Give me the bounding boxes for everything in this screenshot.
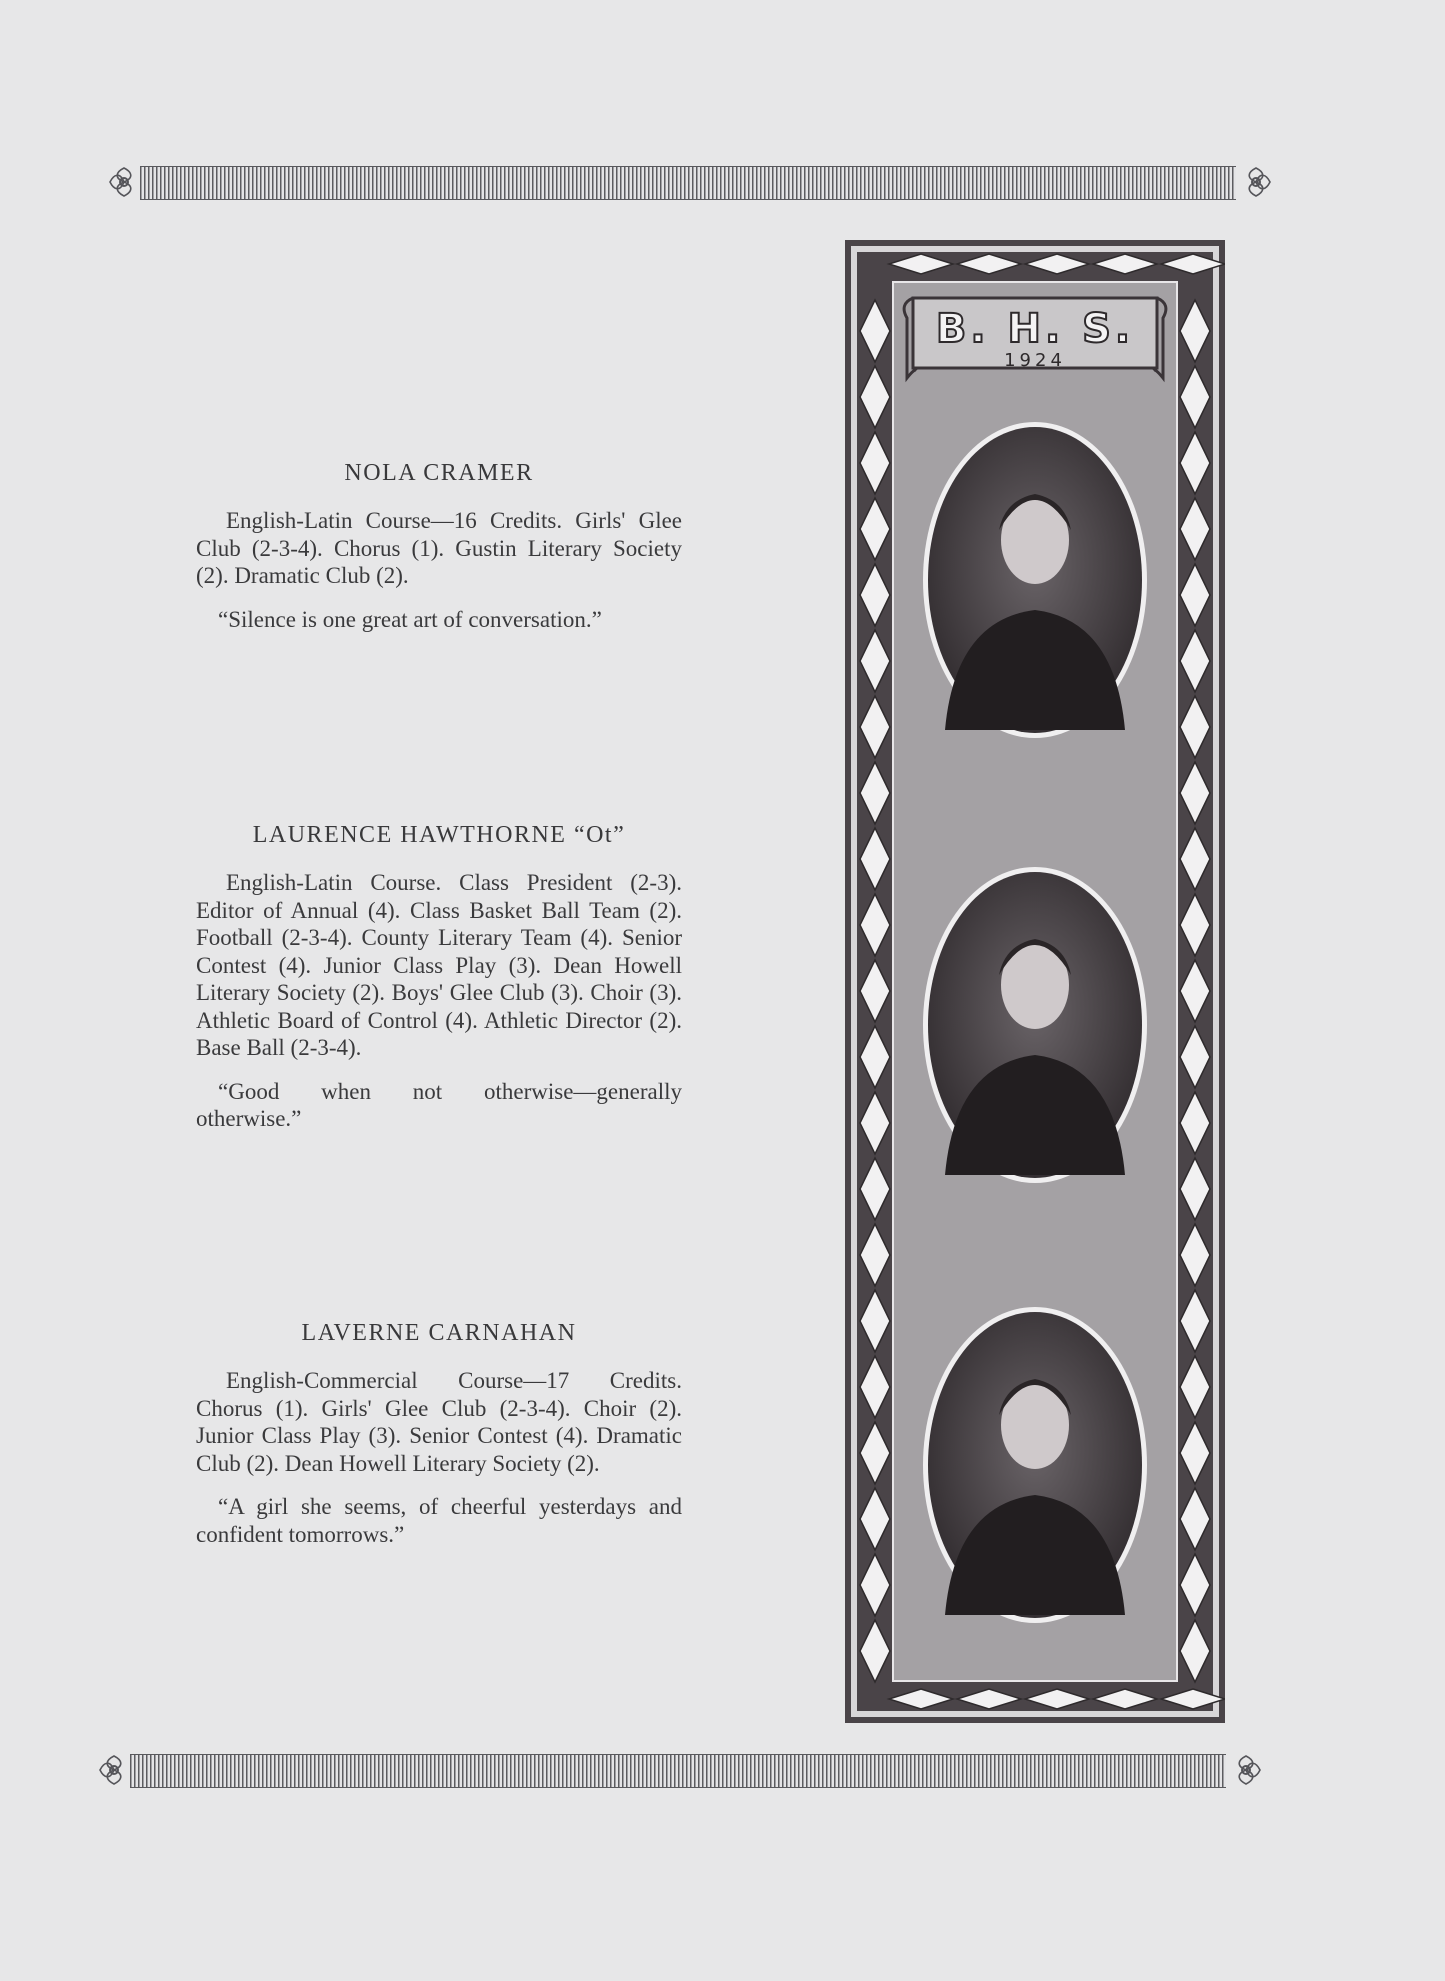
student-quote: “A girl she seems, of cheerful yesterdays and confident tomorrows.” bbox=[196, 1494, 682, 1547]
student-quote: “Silence is one great art of conversation.” bbox=[218, 606, 602, 632]
bottom-decorative-rule bbox=[130, 1754, 1226, 1788]
student-entry-laverne-carnahan bbox=[196, 1320, 682, 1548]
right-fleuron-ornament-icon bbox=[1228, 1752, 1264, 1788]
banner-title: B. H. S. bbox=[935, 306, 1135, 352]
student-activities: English-Latin Course—16 Credits. Girls' Glee Club (2-3-4). Chorus (1). Gustin Literary Society (2). Dramatic Club (2). bbox=[196, 508, 682, 588]
student-entry-nola-cramer bbox=[196, 460, 682, 633]
top-decorative-rule bbox=[140, 166, 1236, 200]
student-activities: English-Latin Course. Class President (2-3). Editor of Annual (4). Class Basket Ball Team (2). Football (2-3-4). County Literary Team (4). Senior Contest (4). Junior Class Play (3). Dean Howell Literary Society (2). Boys' Glee Club (3). Choir (3). Athletic Board of Control (4). Athletic Director (2). Base Ball (2-3-4). bbox=[196, 870, 682, 1060]
student-activities: English-Commercial Course—17 Credits. Chorus (1). Girls' Glee Club (2-3-4). Choir (2). Junior Class Play (3). Senior Contest (4). Dramatic Club (2). Dean Howell Literary Society (2). bbox=[196, 1368, 682, 1476]
student-entry-laurence-hawthorne bbox=[196, 822, 682, 1133]
portrait-panel bbox=[845, 240, 1225, 1723]
student-name: NOLA CRAMER bbox=[344, 460, 534, 486]
banner-year: 1924 bbox=[1004, 350, 1066, 371]
student-name: LAVERNE CARNAHAN bbox=[301, 1320, 577, 1346]
student-quote: “Good when not otherwise—generally otherwise.” bbox=[196, 1078, 682, 1131]
left-fleuron-ornament-icon bbox=[106, 164, 142, 200]
right-fleuron-ornament-icon bbox=[1238, 164, 1274, 200]
student-name: LAURENCE HAWTHORNE “Ot” bbox=[252, 822, 626, 848]
left-fleuron-ornament-icon bbox=[96, 1752, 132, 1788]
